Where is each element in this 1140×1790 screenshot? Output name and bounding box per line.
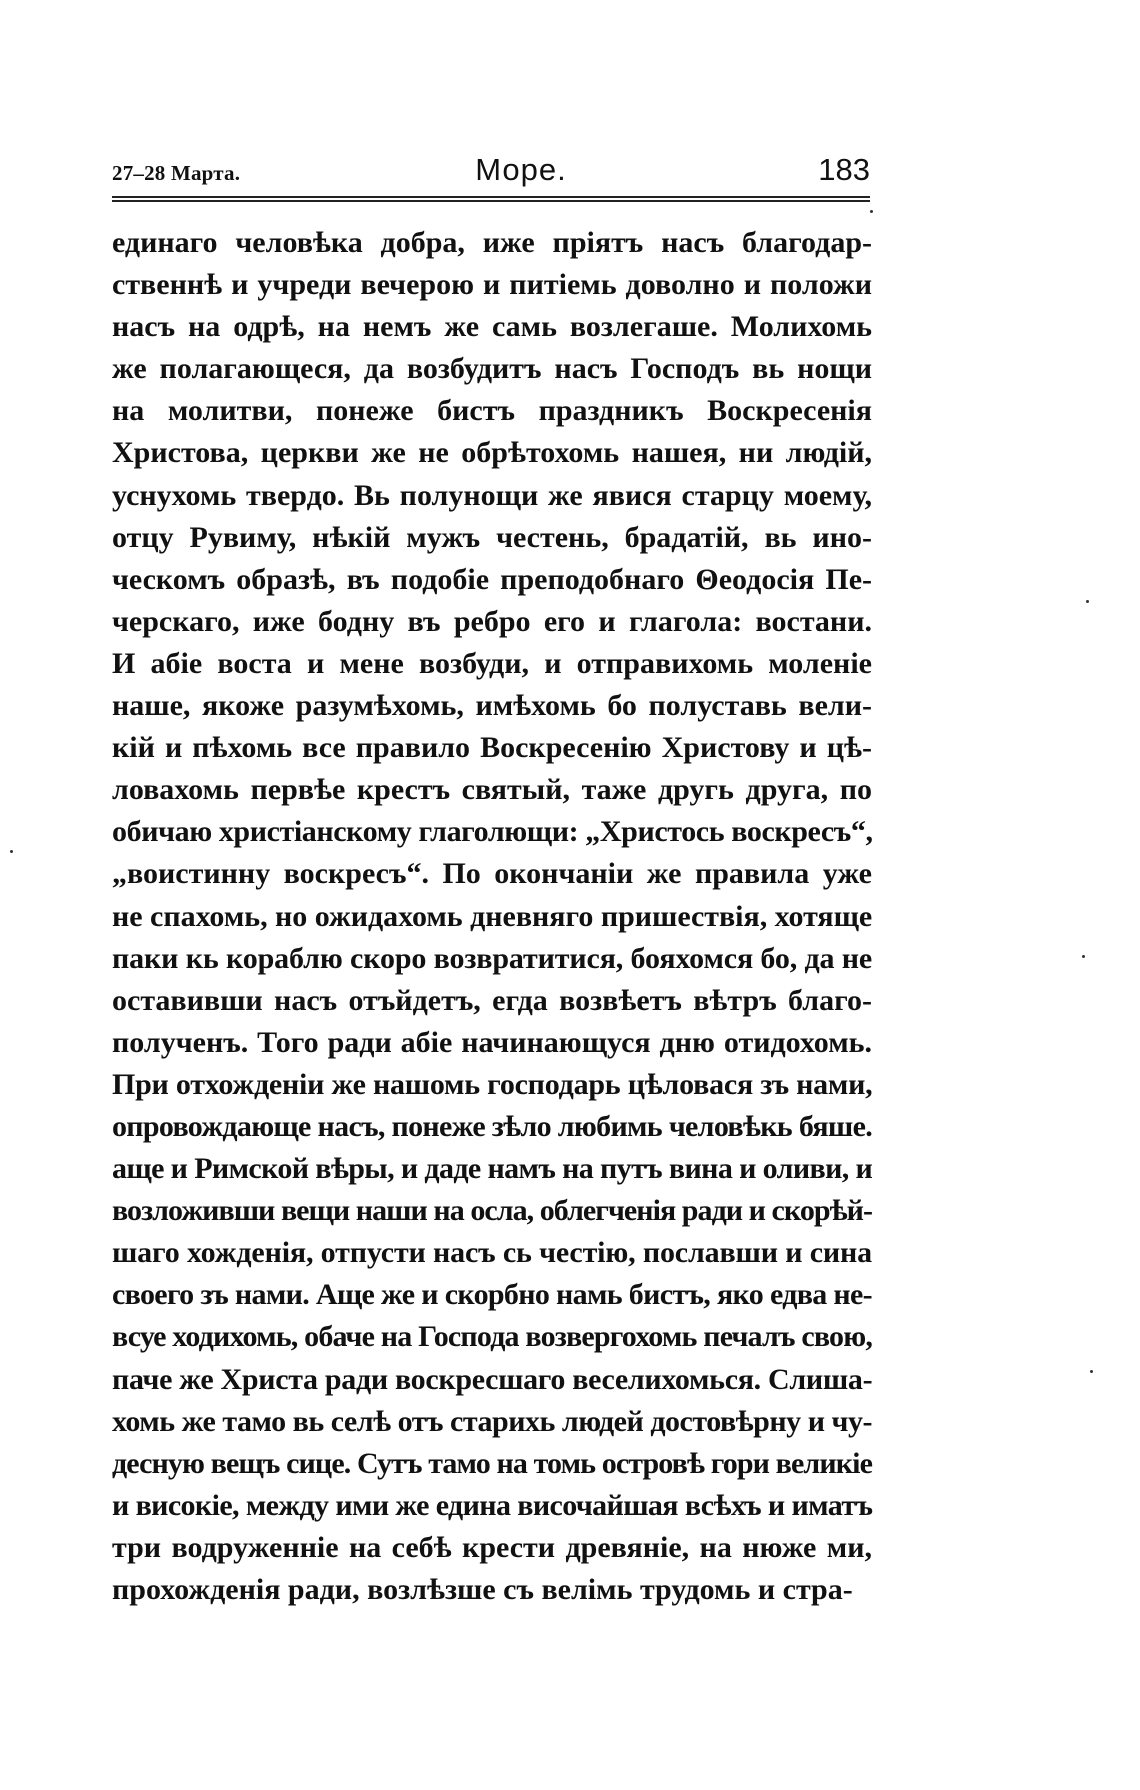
running-header [112, 148, 870, 194]
text-line: паки кь кораблю скоро возвратитися, бояхомся бо, да не [112, 941, 873, 975]
text-line: три водруженніе на себѣ крести древяніе, на нюже ми, [112, 1530, 872, 1564]
scan-speck [1090, 1370, 1093, 1373]
text-line: же полагающеся, да возбудитъ насъ Господъ вь нощи [112, 352, 872, 386]
text-line: прохожденія ради, возлѣзше съ велімь трудомь и стра- [112, 1573, 853, 1606]
text-line: наше, якоже разумѣхомь, имѣхомь бо полуставь вели- [112, 689, 872, 723]
text-line: паче же Христа ради воскресшаго веселихомься. Слиша- [112, 1362, 873, 1396]
text-line: ловахомь первѣе крестъ святый, таже другь друга, по [112, 773, 872, 807]
text-line: и високіе, между ими же едина височайшая всѣхъ и иматъ [112, 1488, 873, 1522]
text-line: не спахомь, но ожидахомь дневняго пришествія, хотяще [112, 899, 873, 933]
page-number: 183 [818, 152, 870, 187]
text-line: обичаю христіанскому глаголющи: „Христось воскресъ“, [112, 815, 873, 849]
text-line: возложивши вещи наши на осла, облегченія ради и скорѣй- [112, 1194, 872, 1228]
text-line: шаго хожденія, отпусти насъ сь честію, пославши и сина [112, 1236, 872, 1270]
text-line: ственнѣ и учреди вечерою и питіемь доволно и положи [112, 268, 872, 302]
text-line: уснухомь твердо. Вь полунощи же явися старцу моему, [112, 478, 872, 512]
text-line: И абіе воста и мене возбуди, и отправихомь моленіе [112, 646, 872, 680]
text-line: оставивши насъ отъйдетъ, егда возвѣетъ вѣтръ благо- [112, 983, 872, 1017]
body-text [112, 222, 872, 1611]
text-line: При отхожденіи же нашомь господарь цѣловася зъ нами, [112, 1067, 873, 1101]
text-line: аще и Римской вѣры, и даде намъ на путъ вина и оливи, и [112, 1152, 873, 1186]
text-line: хомь же тамо вь селѣ отъ старихь людей достовѣрну и чу- [112, 1404, 872, 1438]
text-line: своего зъ нами. Аще же и скорбно намь бистъ, яко едва не- [112, 1278, 872, 1312]
text-line: отцу Рувиму, нѣкій мужъ честень, брадатій, вь ино- [112, 520, 872, 554]
text-line: Христова, церкви же не обрѣтохомь нашея, ни людій, [112, 436, 872, 470]
scan-speck [1082, 955, 1085, 958]
header-rule-bottom [112, 200, 870, 202]
header-date: 27–28 Марта. [112, 161, 241, 185]
scan-speck [870, 210, 873, 213]
text-line: полученъ. Того ради абіе начинающуся дню отидохомь. [112, 1025, 872, 1059]
text-line: ческомъ образѣ, въ подобіе преподобнаго Θеодосія Пе- [112, 562, 872, 596]
text-line: на молитви, понеже бистъ праздникъ Воскресенія [112, 394, 872, 428]
header-rule-top [112, 196, 870, 198]
text-line: кій и пѣхомь все правило Воскресенію Христову и цѣ- [112, 731, 872, 765]
text-line: черскаго, иже бодну въ ребро его и глагола: востани. [112, 604, 872, 638]
scan-speck [10, 850, 13, 853]
text-line: десную вещъ сице. Сутъ тамо на томь островѣ гори великіе [112, 1446, 872, 1480]
text-line: единаго человѣка добра, иже пріятъ насъ благодар- [112, 226, 872, 259]
scan-speck [1086, 600, 1089, 603]
header-title: Море. [475, 152, 567, 187]
text-line: опровождающе насъ, понеже зѣло любимь человѣкь бяше. [112, 1109, 872, 1143]
text-line: всуе ходихомь, обаче на Господа возвергохомь печалъ свою, [112, 1320, 872, 1354]
text-line: „воистинну воскресъ“. По окончаніи же правила уже [112, 857, 872, 891]
text-line: насъ на одрѣ, на немъ же самь возлегаше. Молихомь [112, 310, 872, 344]
